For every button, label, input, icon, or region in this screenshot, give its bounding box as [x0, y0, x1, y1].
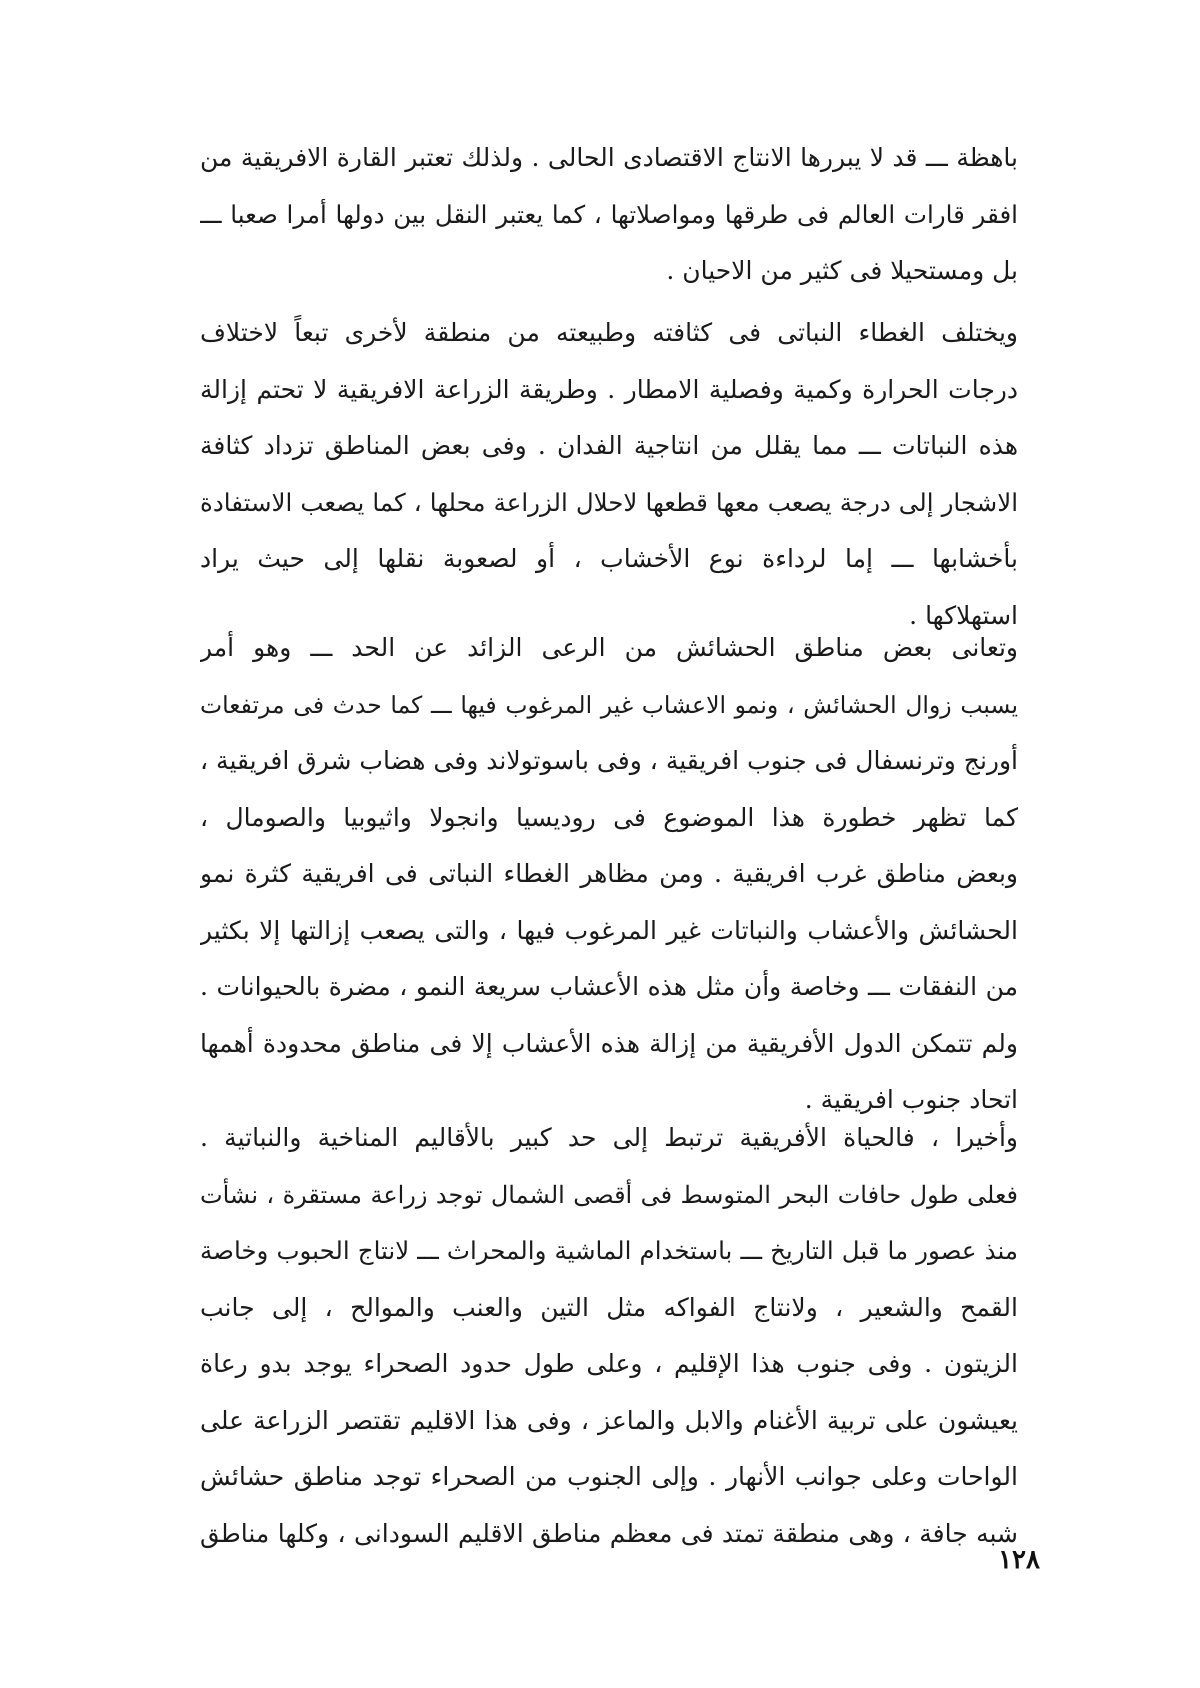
text-line: من النفقات ـــ وخاصة وأن مثل هذه الأعشاب سريعة النمو ، مضرة بالحيوانات . — [200, 972, 1018, 1001]
text-line: منذ عصور ما قبل التاريخ ـــ باستخدام الماشية والمحراث ـــ لانتاج الحبوب وخاصة — [200, 1236, 1018, 1265]
text-line: ولم تتمكن الدول الأفريقية من إزالة هذه الأعشاب إلا فى مناطق محدودة أهمها — [200, 1028, 1018, 1058]
text-line: بل ومستحيلا فى كثير من الاحيان . — [666, 256, 1018, 285]
text-line: الواحات وعلى جوانب الأنهار . وإلى الجنوب من الصحراء توجد مناطق حشائش — [200, 1462, 1018, 1491]
text-line: وأخيرا ، فالحياة الأفريقية ترتبط إلى حد كبير بالأقاليم المناخية والنباتية . — [200, 1123, 1018, 1152]
text-line: كما تظهر خطورة هذا الموضوع فى روديسيا وانجولا واثيوبيا والصومال ، — [200, 802, 1018, 832]
text-line: افقر قارات العالم فى طرقها ومواصلاتها ، كما يعتبر النقل بين دولها أمرا صعبا ـــ — [200, 199, 1018, 229]
paragraph — [200, 1110, 1018, 1562]
text-line: شبه جافة ، وهى منطقة تمتد فى معظم مناطق الاقليم السودانى ، وكلها مناطق — [200, 1518, 1018, 1548]
paragraph — [200, 620, 1018, 1129]
text-line: بأخشابها ـــ إما لرداءة نوع الأخشاب ، أو لصعوبة نقلها إلى حيث يراد — [200, 544, 1018, 573]
text-line: القمح والشعير ، ولانتاج الفواكه مثل التين والعنب والموالح ، إلى جانب — [200, 1292, 1018, 1322]
text-line: الحشائش والأعشاب والنباتات غير المرغوب فيها ، والتى يصعب إزالتها إلا بكثير — [200, 915, 1018, 945]
text-line: استهلاكها . — [909, 600, 1018, 630]
text-line: الاشجار إلى درجة يصعب معها قطعها لاحلال الزراعة محلها ، كما يصعب الاستفادة — [200, 487, 1018, 517]
text-line: الزيتون . وفى جنوب هذا الإقليم ، وعلى طول حدود الصحراء يوجد بدو رعاة — [200, 1349, 1018, 1378]
text-line: وتعانى بعض مناطق الحشائش من الرعى الزائد عن الحد ـــ وهو أمر — [200, 633, 1018, 662]
text-line: درجات الحرارة وكمية وفصلية الامطار . وطريقة الزراعة الافريقية لا تحتم إزالة — [200, 374, 1018, 404]
text-line: ويختلف الغطاء النباتى فى كثافته وطبيعته من منطقة لأخرى تبعاً لاختلاف — [200, 318, 1018, 347]
text-line: يعيشون على تربية الأغنام والابل والماعز ، وفى هذا الاقليم تقتصر الزراعة على — [200, 1405, 1018, 1435]
paragraph — [200, 305, 1018, 644]
text-line: هذه النباتات ـــ مما يقلل من انتاجية الفدان . وفى بعض المناطق تزداد كثافة — [200, 431, 1018, 460]
text-line: اتحاد جنوب افريقية . — [804, 1085, 1018, 1114]
paragraph — [200, 130, 1018, 300]
text-line: وبعض مناطق غرب افريقية . ومن مظاهر الغطاء النباتى فى افريقية كثرة نمو — [200, 859, 1018, 888]
page-number: ١٢٨ — [998, 1545, 1040, 1575]
text-line: فعلى طول حافات البحر المتوسط فى أقصى الشمال توجد زراعة مستقرة ، نشأت — [200, 1180, 1018, 1209]
text-line: أورنج وترنسفال فى جنوب افريقية ، وفى باسوتولاند وفى هضاب شرق افريقية ، — [200, 746, 1018, 775]
text-line: باهظة ـــ قد لا يبررها الانتاج الاقتصادى الحالى . ولذلك تعتبر القارة الافريقية من — [200, 143, 1018, 172]
text-line: يسبب زوال الحشائش ، ونمو الاعشاب غير المرغوب فيها ـــ كما حدث فى مرتفعات — [200, 690, 1018, 719]
